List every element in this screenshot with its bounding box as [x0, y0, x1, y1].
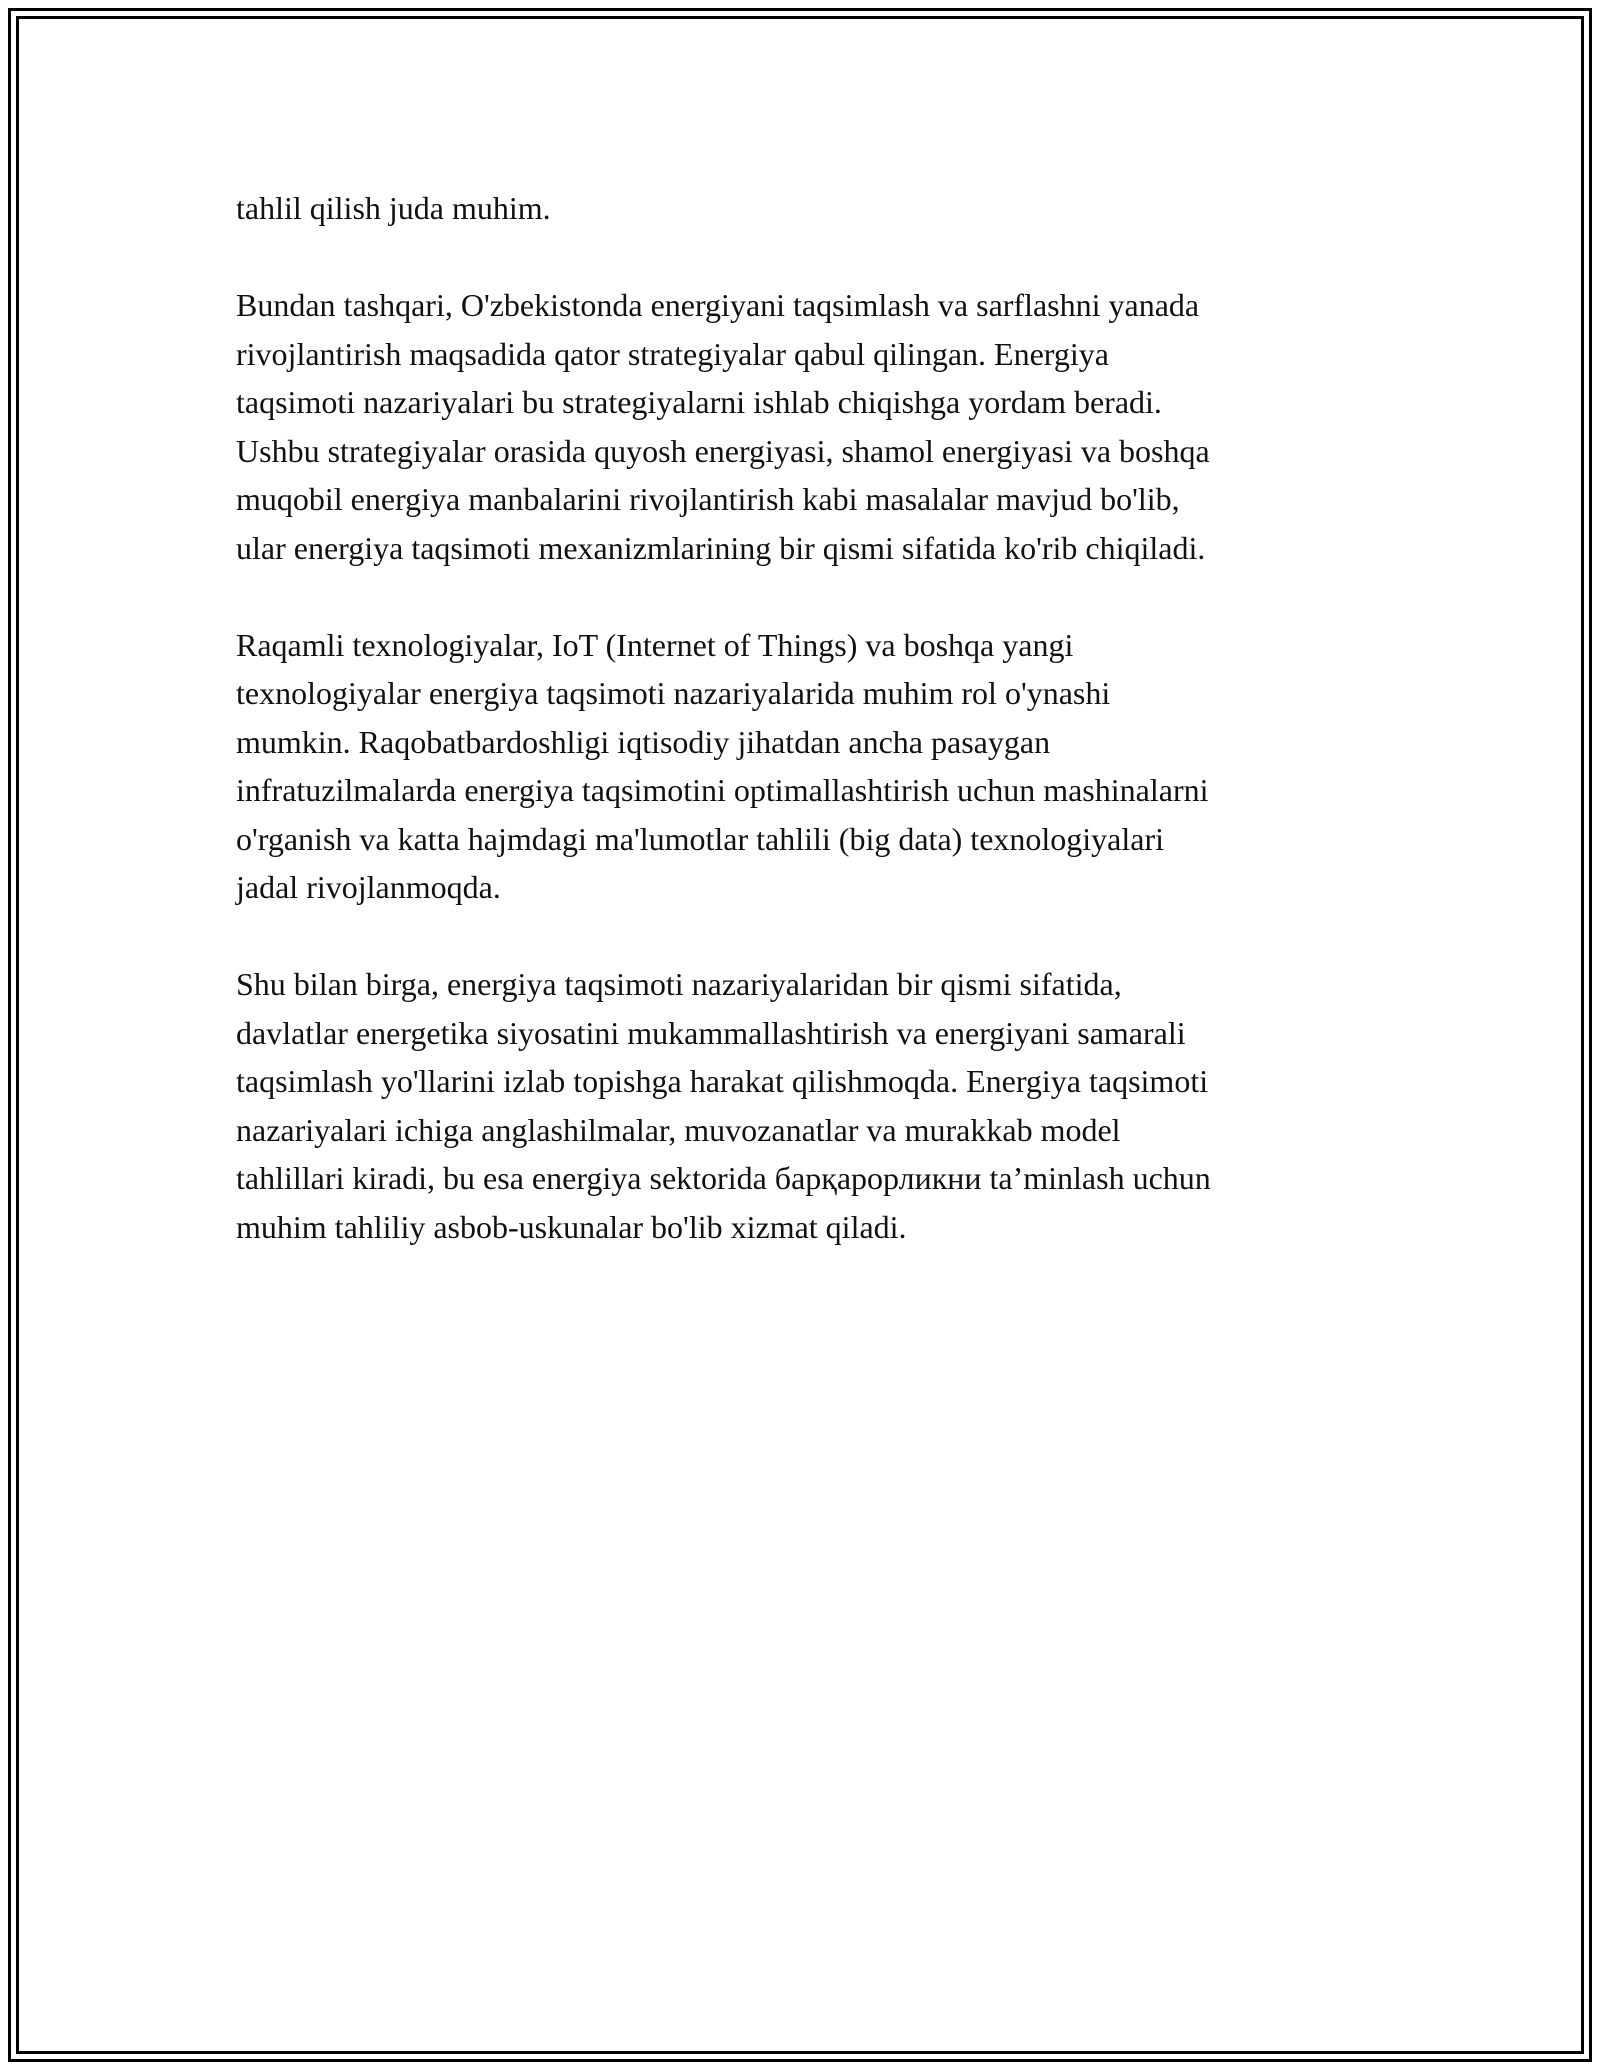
text-line: Ushbu strategiyalar orasida quyosh energiyasi, shamol energiyasi va boshqa [236, 432, 1210, 469]
text-line: Bundan tashqari, O'zbekistonda energiyani taqsimlash va sarflashni yanada [236, 287, 1200, 323]
text-line: muqobil energiya manbalarini rivojlantirish kabi masalalar mavjud bo'lib, [236, 481, 1180, 517]
text-line: muhim tahliliy asbob-uskunalar bo'lib xizmat qiladi. [236, 1208, 907, 1245]
document-body [236, 184, 1376, 1300]
text-line: jadal rivojlanmoqda. [236, 869, 501, 905]
paragraph-3 [236, 621, 1376, 912]
text-line: rivojlantirish maqsadida qator strategiyalar qabul qilingan. Energiya [236, 335, 1109, 372]
text-line: Shu bilan birga, energiya taqsimoti nazariyalaridan bir qismi sifatida, [236, 966, 1122, 1002]
text-line: nazariyalari ichiga anglashilmalar, muvozanatlar va murakkab model [236, 1111, 1121, 1148]
text-line: davlatlar energetika siyosatini mukammallashtirish va energiyani samarali [236, 1014, 1186, 1051]
paragraph-4 [236, 960, 1376, 1251]
text-line: taqsimoti nazariyalari bu strategiyalarni ishlab chiqishga yordam beradi. [236, 384, 1162, 420]
text-line: infratuzilmalarda energiya taqsimotini optimallashtirish uchun mashinalarni [236, 772, 1209, 808]
paragraph-2 [236, 281, 1376, 572]
text-line: tahlil qilish juda muhim. [236, 190, 551, 226]
text-line: Raqamli texnologiyalar, IoT (Internet of Things) va boshqa yangi [236, 626, 1074, 663]
text-line: o'rganish va katta hajmdagi ma'lumotlar tahlili (big data) texnologiyalari [236, 820, 1165, 857]
paragraph-1 [236, 184, 1376, 233]
text-line: taqsimlash yo'llarini izlab topishga harakat qilishmoqda. Energiya taqsimoti [236, 1063, 1209, 1099]
text-line: tahlillari kiradi, bu esa energiya sektorida барқарорликни ta’minlash uchun [236, 1160, 1211, 1196]
text-line: texnologiyalar energiya taqsimoti nazariyalarida muhim rol o'ynashi [236, 675, 1111, 711]
text-line: mumkin. Raqobatbardoshligi iqtisodiy jihatdan ancha pasaygan [236, 723, 1051, 760]
text-line: ular energiya taqsimoti mexanizmlarining bir qismi sifatida ko'rib chiqiladi. [236, 529, 1206, 566]
